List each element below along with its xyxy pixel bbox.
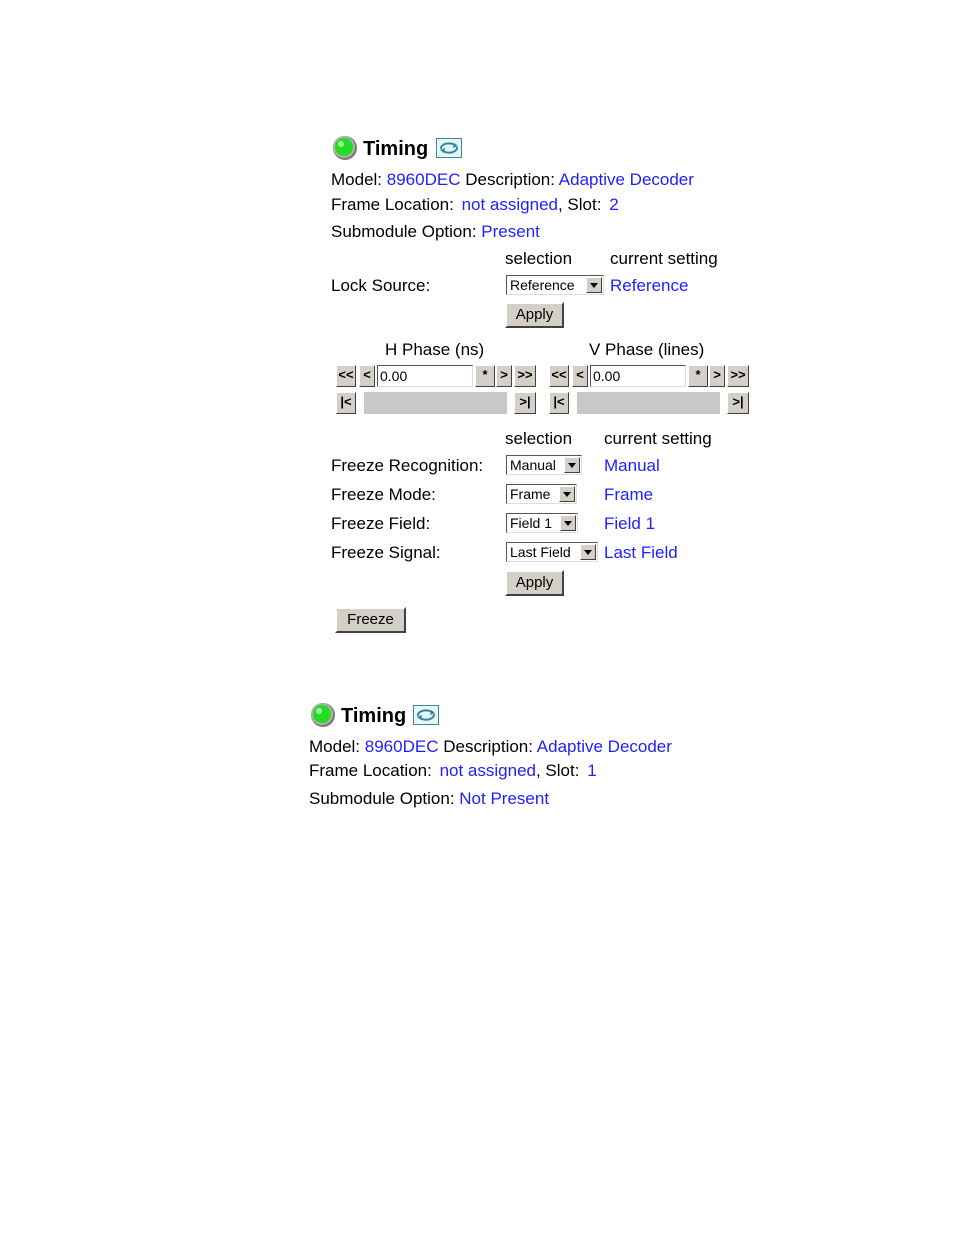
slot-link[interactable]: 1 [587,761,597,780]
submodule-label: Submodule Option: [309,789,455,808]
submodule-line [309,789,549,809]
page-title: Timing [341,705,407,727]
h-phase-end-button[interactable]: >| [514,392,536,414]
submodule-line [331,222,540,242]
h-phase-input[interactable]: 0.00 [377,365,473,387]
freeze-current-header: current setting [604,429,712,448]
v-phase-back-button[interactable]: < [572,365,588,387]
v-phase-star-button[interactable]: * [688,365,708,387]
dropdown-arrow-icon [559,486,575,502]
lock-source-label: Lock Source: [331,276,431,295]
h-phase-forward-button[interactable]: > [496,365,512,387]
h-phase-fast-forward-button[interactable]: >> [514,365,536,387]
h-phase-start-button[interactable]: |< [336,392,356,414]
freeze-field-select[interactable] [506,513,578,533]
model-label: Model: [331,170,383,189]
description-label: Description: [465,170,555,189]
slot-label: , Slot: [557,195,602,214]
freeze-selection-header: selection [505,429,573,448]
freeze-mode-current: Frame [604,485,654,504]
model-link[interactable]: 8960DEC [386,170,461,189]
frame-location-line [331,195,619,215]
page-title: Timing [363,138,429,160]
freeze-signal-label: Freeze Signal: [331,543,441,562]
lock-source-current: Reference [610,276,689,295]
lock-current-header: current setting [610,249,718,268]
freeze-field-current: Field 1 [604,514,656,533]
refresh-icon[interactable] [436,138,462,158]
frame-location-label: Frame Location: [309,761,432,780]
freeze-field-select-value: Field 1 [510,515,553,531]
model-line [309,737,672,757]
submodule-label: Submodule Option: [331,222,477,241]
lock-source-select-value: Reference [510,277,575,293]
freeze-recognition-select[interactable] [506,455,582,475]
freeze-apply-button[interactable]: Apply [505,570,564,596]
lock-selection-header: selection [505,249,573,268]
v-phase-slider-track[interactable] [577,392,720,414]
freeze-signal-current: Last Field [604,543,678,562]
freeze-recognition-current: Manual [604,456,660,475]
slot-link[interactable]: 2 [609,195,619,214]
dropdown-arrow-icon [564,457,580,473]
h-phase-slider-track[interactable] [364,392,507,414]
description-link[interactable]: Adaptive Decoder [558,170,694,189]
freeze-field-label: Freeze Field: [331,514,431,533]
v-phase-fast-back-button[interactable]: << [549,365,569,387]
h-phase-back-button[interactable]: < [359,365,375,387]
v-phase-start-button[interactable]: |< [549,392,569,414]
refresh-icon[interactable] [413,705,439,725]
status-led-icon [331,134,357,160]
frame-location-line [309,761,597,781]
dropdown-arrow-icon [580,544,596,560]
v-phase-end-button[interactable]: >| [727,392,749,414]
slot-label: , Slot: [535,761,580,780]
model-line [331,170,694,190]
lock-source-select[interactable] [506,275,604,295]
freeze-button[interactable]: Freeze [335,607,406,633]
frame-location-link[interactable]: not assigned [439,761,536,780]
status-led-icon [309,701,335,727]
freeze-mode-select[interactable] [506,484,577,504]
v-phase-forward-button[interactable]: > [709,365,725,387]
model-label: Model: [309,737,361,756]
freeze-mode-label: Freeze Mode: [331,485,436,504]
freeze-signal-select[interactable] [506,542,598,562]
v-phase-fast-forward-button[interactable]: >> [727,365,749,387]
v-phase-input[interactable]: 0.00 [590,365,686,387]
model-link[interactable]: 8960DEC [364,737,439,756]
freeze-mode-select-value: Frame [510,486,551,502]
h-phase-star-button[interactable]: * [475,365,495,387]
description-label: Description: [443,737,533,756]
dropdown-arrow-icon [560,515,576,531]
dropdown-arrow-icon [586,277,602,293]
freeze-recognition-select-value: Manual [510,457,556,473]
h-phase-fast-back-button[interactable]: << [336,365,356,387]
freeze-signal-select-value: Last Field [510,544,571,560]
freeze-recognition-label: Freeze Recognition: [331,456,484,475]
description-link[interactable]: Adaptive Decoder [536,737,672,756]
frame-location-label: Frame Location: [331,195,454,214]
lock-apply-button[interactable]: Apply [505,302,564,328]
submodule-value: Present [481,222,540,241]
h-phase-title: H Phase (ns) [385,340,485,359]
submodule-value: Not Present [459,789,550,808]
frame-location-link[interactable]: not assigned [461,195,558,214]
v-phase-title: V Phase (lines) [589,340,705,359]
